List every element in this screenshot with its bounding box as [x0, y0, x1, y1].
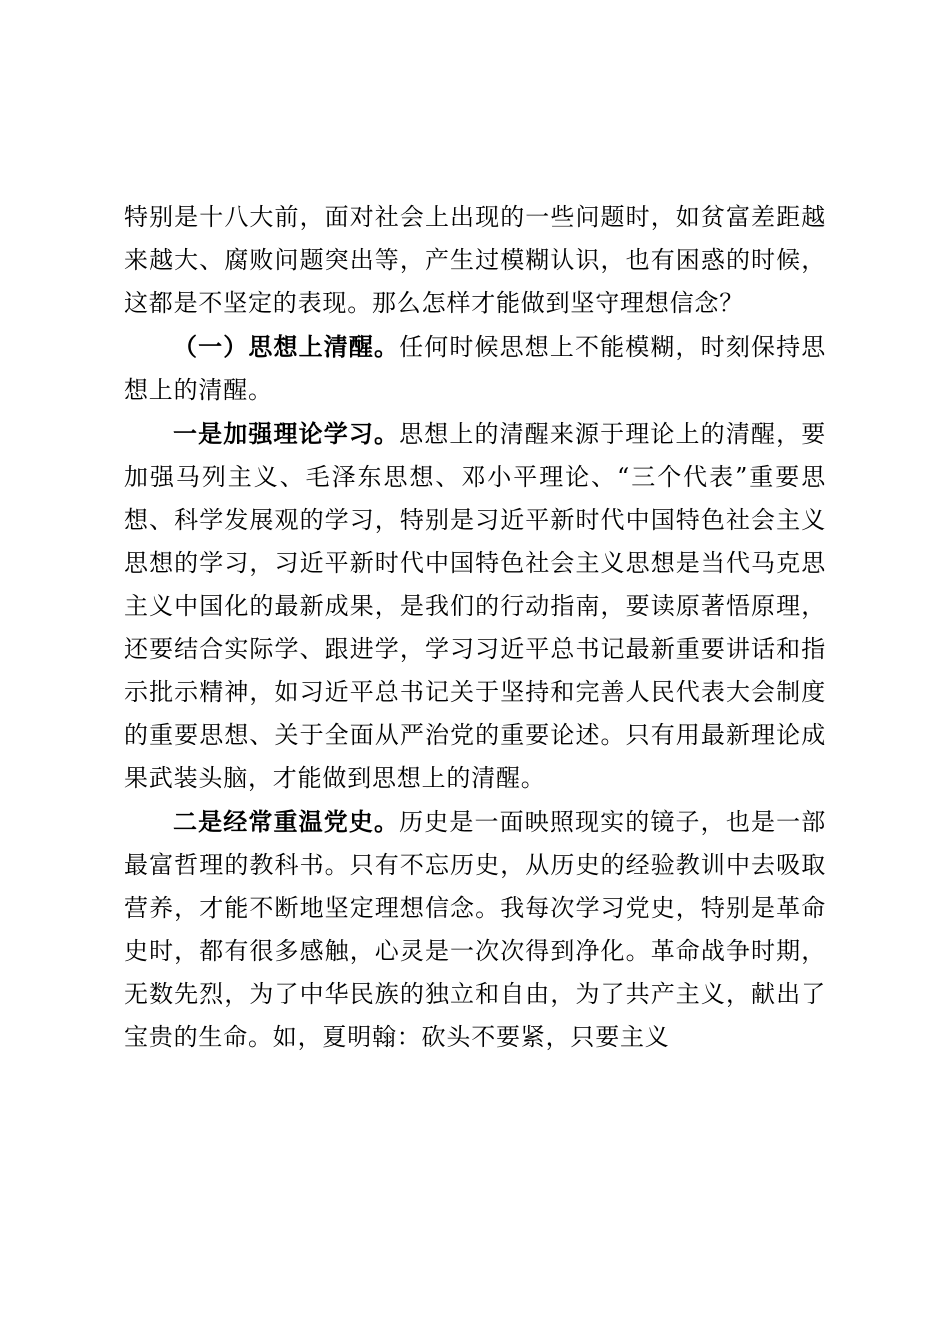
- paragraph-section-heading: [124, 325, 826, 412]
- paragraph-party-history: [124, 800, 826, 1059]
- paragraph-continuation: [124, 196, 826, 325]
- paragraph-text: 特别是十八大前，面对社会上出现的一些问题时，如贫富差距越来越大、腐败问题突出等，产生过模糊认识，也有困惑的时候，这都是不坚定的表现。那么怎样才能做到坚守理想信念？: [124, 203, 826, 317]
- paragraph-text: 任何时候思想上不能模糊，时刻保持思想上的清醒。: [124, 333, 826, 404]
- section-heading-lead: （一）思想上清醒。: [173, 332, 400, 361]
- point-lead: 一是加强理论学习。: [173, 419, 400, 448]
- paragraph-text: 思想上的清醒来源于理论上的清醒，要加强马列主义、毛泽东思想、邓小平理论、“三个代表”重要思想、科学发展观的学习，特别是习近平新时代中国特色社会主义思想的学习，习近平新时代中国特色社会主义思想是当代马克思主义中国化的最新成果，是我们的行动指南，要读原著悟原理，还要结合实际学、跟进学，学习习近平总书记最新重要讲话和指示批示精神，如习近平总书记关于坚持和完善人民代表大会制度的重要思想、关于全面从严治党的重要论述。只有用最新理论成果武装头脑，才能做到思想上的清醒。: [124, 420, 826, 792]
- document-body: [124, 196, 826, 1059]
- paragraph-text: 历史是一面映照现实的镜子，也是一部最富哲理的教科书。只有不忘历史，从历史的经验教训中去吸取营养，才能不断地坚定理想信念。我每次学习党史，特别是革命史时，都有很多感触，心灵是一次次得到净化。革命战争时期，无数先烈，为了中华民族的独立和自由，为了共产主义，献出了宝贵的生命。如，夏明翰：砍头不要紧，只要主义: [124, 808, 826, 1051]
- point-lead: 二是经常重温党史。: [173, 807, 400, 836]
- paragraph-theory-study: [124, 412, 826, 800]
